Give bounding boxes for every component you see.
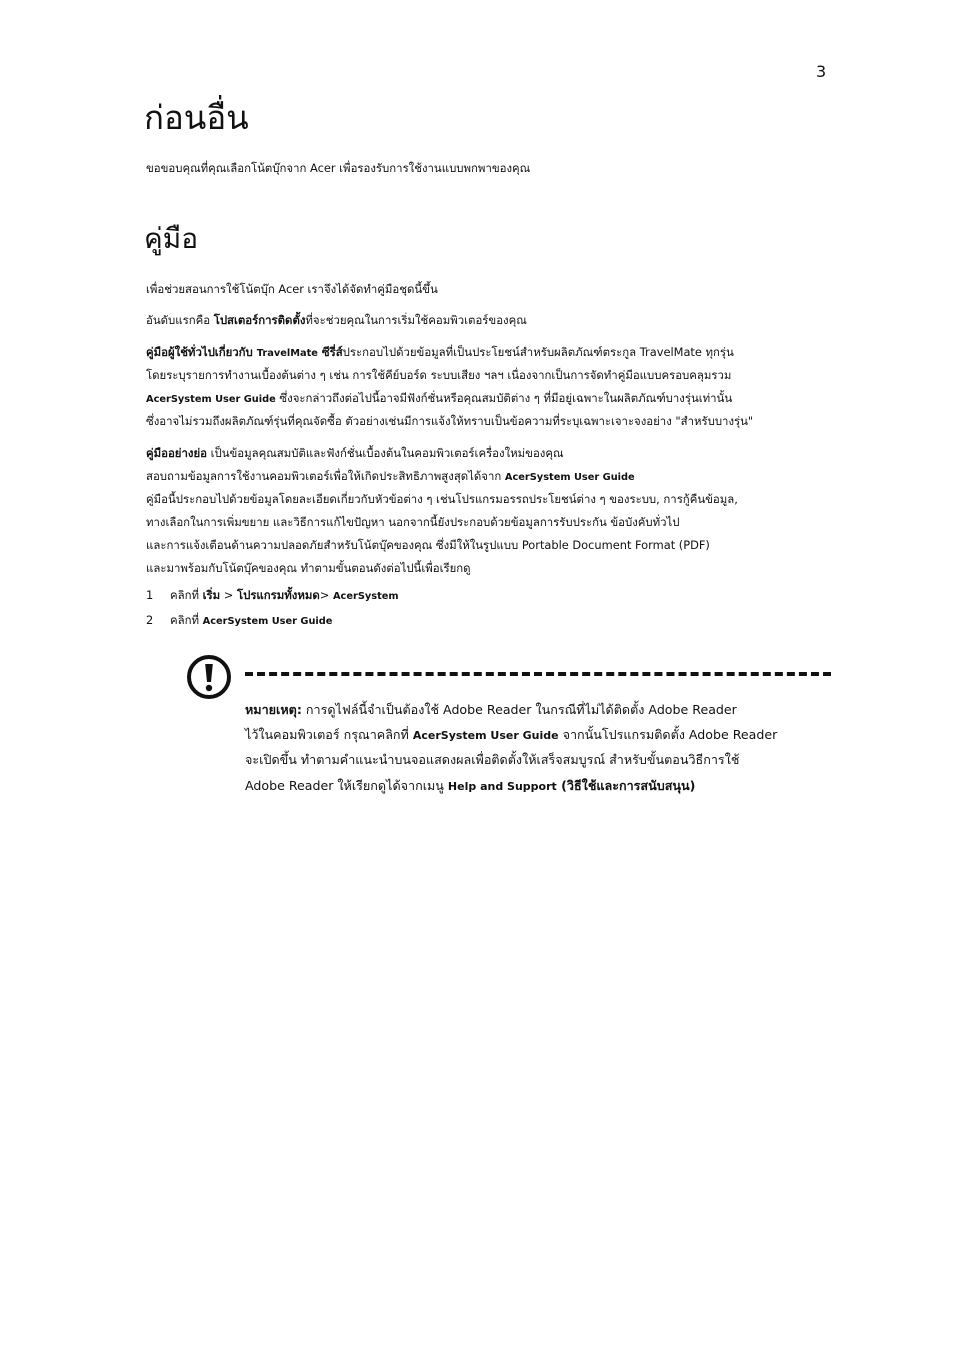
list-item-step-1 [146, 588, 399, 604]
guides-paragraph-2 [146, 313, 527, 328]
list-item-step-2 [146, 613, 332, 629]
text-run: คลิกที่ [170, 613, 203, 627]
guides-paragraph-4-line-2 [146, 469, 635, 485]
step-number: 1 [146, 588, 154, 602]
text-run: ประกอบไปด้วยข้อมูลที่เป็นประโยชน์สำหรับผลิตภัณฑ์ตระกูล TravelMate ทุกรุ่น [342, 345, 734, 359]
text-run: คลิกที่ [170, 588, 203, 602]
guides-paragraph-3-line-3 [146, 391, 732, 407]
acersystem-user-guide-label: AcerSystem User Guide [146, 394, 276, 405]
all-programs-label: โปรแกรมทั้งหมด [236, 588, 320, 602]
step-number: 2 [146, 613, 154, 627]
guides-paragraph-4-line-6: และมาพร้อมกับโน้ตบุ๊คของคุณ ทำตามขั้นตอนดังต่อไปนี้เพื่อเรียกดู [146, 561, 471, 575]
note-line-3: จะเปิดขึ้น ทำตามคำแนะนำบนจอแสดงผลเพื่อติดตั้งให้เสร็จสมบูรณ์ สำหรับขั้นตอนวิธีการใช้ [245, 752, 740, 767]
guides-paragraph-3-line-2: โดยระบุรายการทำงานเบื้องต้นต่าง ๆ เช่น การใช้คีย์บอร์ด ระบบเสียง ฯลฯ เนื่องจากเป็นการจัดทำคู่มือแบบครอบคลุมรวม [146, 368, 732, 382]
text-run: Adobe Reader ให้เรียกดูได้จากเมนู [245, 778, 448, 793]
text-run: อันดับแรกคือ [146, 313, 214, 327]
section-title-before-you-start: ก่อนอื่น [144, 98, 249, 137]
text-run: การดูไฟล์นี้จำเป็นต้องใช้ Adobe Reader ในกรณีที่ไม่ได้ติดตั้ง Adobe Reader [301, 702, 737, 717]
guides-paragraph-4-line-3: คู่มือนี้ประกอบไปด้วยข้อมูลโดยละเอียดเกี่ยวกับหัวข้อต่าง ๆ เช่นโปรแกรมอรรถประโยชน์ต่าง ๆ ของระบบ, การกู้คืนข้อมูล, [146, 492, 738, 506]
help-and-support-label: Help and Support [447, 780, 557, 793]
guides-paragraph-3-line-4: ซึ่งอาจไม่รวมถึงผลิตภัณฑ์รุ่นที่คุณจัดซื้อ ตัวอย่างเช่นมีการแจ้งให้ทราบเป็นข้อความที่ระบุเฉพาะเจาะจงอย่าง "สำหรับบางรุ่น" [146, 414, 754, 428]
help-and-support-thai-label: (วิธีใช้และการสนับสนุน) [556, 778, 696, 793]
exclamation-circle-icon [186, 654, 232, 700]
text-run: ซึ่งจะกล่าวถึงต่อไปนี้อาจมีฟังก์ชั่นหรือคุณสมบัติต่าง ๆ ที่มีอยู่เฉพาะในผลิตภัณฑ์บางรุ่นเท่านั้น [275, 391, 733, 405]
page-number: 3 [816, 62, 827, 81]
acersystem-user-guide-label: AcerSystem User Guide [202, 616, 333, 627]
text-run: เป็นข้อมูลคุณสมบัติและฟังก์ชั่นเบื้องต้นในคอมพิวเตอร์เครื่องใหม่ของคุณ [206, 446, 564, 460]
text-run: จากนั้นโปรแกรมติดตั้ง Adobe Reader [558, 727, 778, 742]
intro-text: ขอขอบคุณที่คุณเลือกโน้ตบุ๊กจาก Acer เพื่อรองรับการใช้งานแบบพกพาของคุณ [146, 161, 531, 175]
guides-paragraph-3-line-1 [146, 345, 734, 361]
text-run: > [220, 588, 237, 602]
guides-paragraph-4-line-4: ทางเลือกในการเพิ่มขยาย และวิธีการแก้ไขปัญหา นอกจากนี้ยังประกอบด้วยข้อมูลการรับประกัน ข้อบังคับทั่วไป [146, 515, 680, 529]
acersystem-user-guide-label: AcerSystem User Guide [504, 472, 635, 483]
acersystem-user-guide-label: AcerSystem User Guide [412, 729, 559, 742]
note-label: หมายเหตุ: [245, 702, 302, 717]
note-line-2 [245, 727, 777, 743]
generic-user-guide-label: คู่มือผู้ใช้ทั่วไปเกี่ยวกับ [146, 345, 257, 359]
quick-guide-label: คู่มืออย่างย่อ [146, 446, 207, 460]
guides-paragraph-1: เพื่อช่วยสอนการใช้โน้ตบุ๊ก Acer เราจึงได้จัดทำคู่มือชุดนี้ขึ้น [146, 282, 438, 296]
guides-paragraph-4-line-5: และการแจ้งเตือนด้านความปลอดภัยสำหรับโน้ตบุ๊คของคุณ ซึ่งมีให้ในรูปแบบ Portable Document Format (PDF) [146, 538, 710, 552]
note-divider [245, 672, 831, 676]
text-run: > [319, 588, 333, 602]
series-label: ซีรี่ส์ [317, 345, 343, 359]
text-run: ไว้ในคอมพิวเตอร์ กรุณาคลิกที่ [245, 727, 413, 742]
guides-paragraph-4-line-1 [146, 446, 564, 461]
start-menu-label: เริ่ม [202, 588, 221, 602]
note-line-4 [245, 778, 695, 794]
text-run: สอบถามข้อมูลการใช้งานคอมพิวเตอร์เพื่อให้เกิดประสิทธิภาพสูงสุดได้จาก [146, 469, 505, 483]
acersystem-label: AcerSystem [332, 591, 399, 602]
text-run: ที่จะช่วยคุณในการเริ่มใช้คอมพิวเตอร์ของคุณ [305, 313, 527, 327]
travelmate-label: TravelMate [256, 348, 318, 359]
section-title-guides: คู่มือ [144, 222, 199, 255]
note-line-1 [245, 702, 737, 718]
setup-poster-label: โปสเตอร์การติดตั้ง [213, 313, 306, 327]
